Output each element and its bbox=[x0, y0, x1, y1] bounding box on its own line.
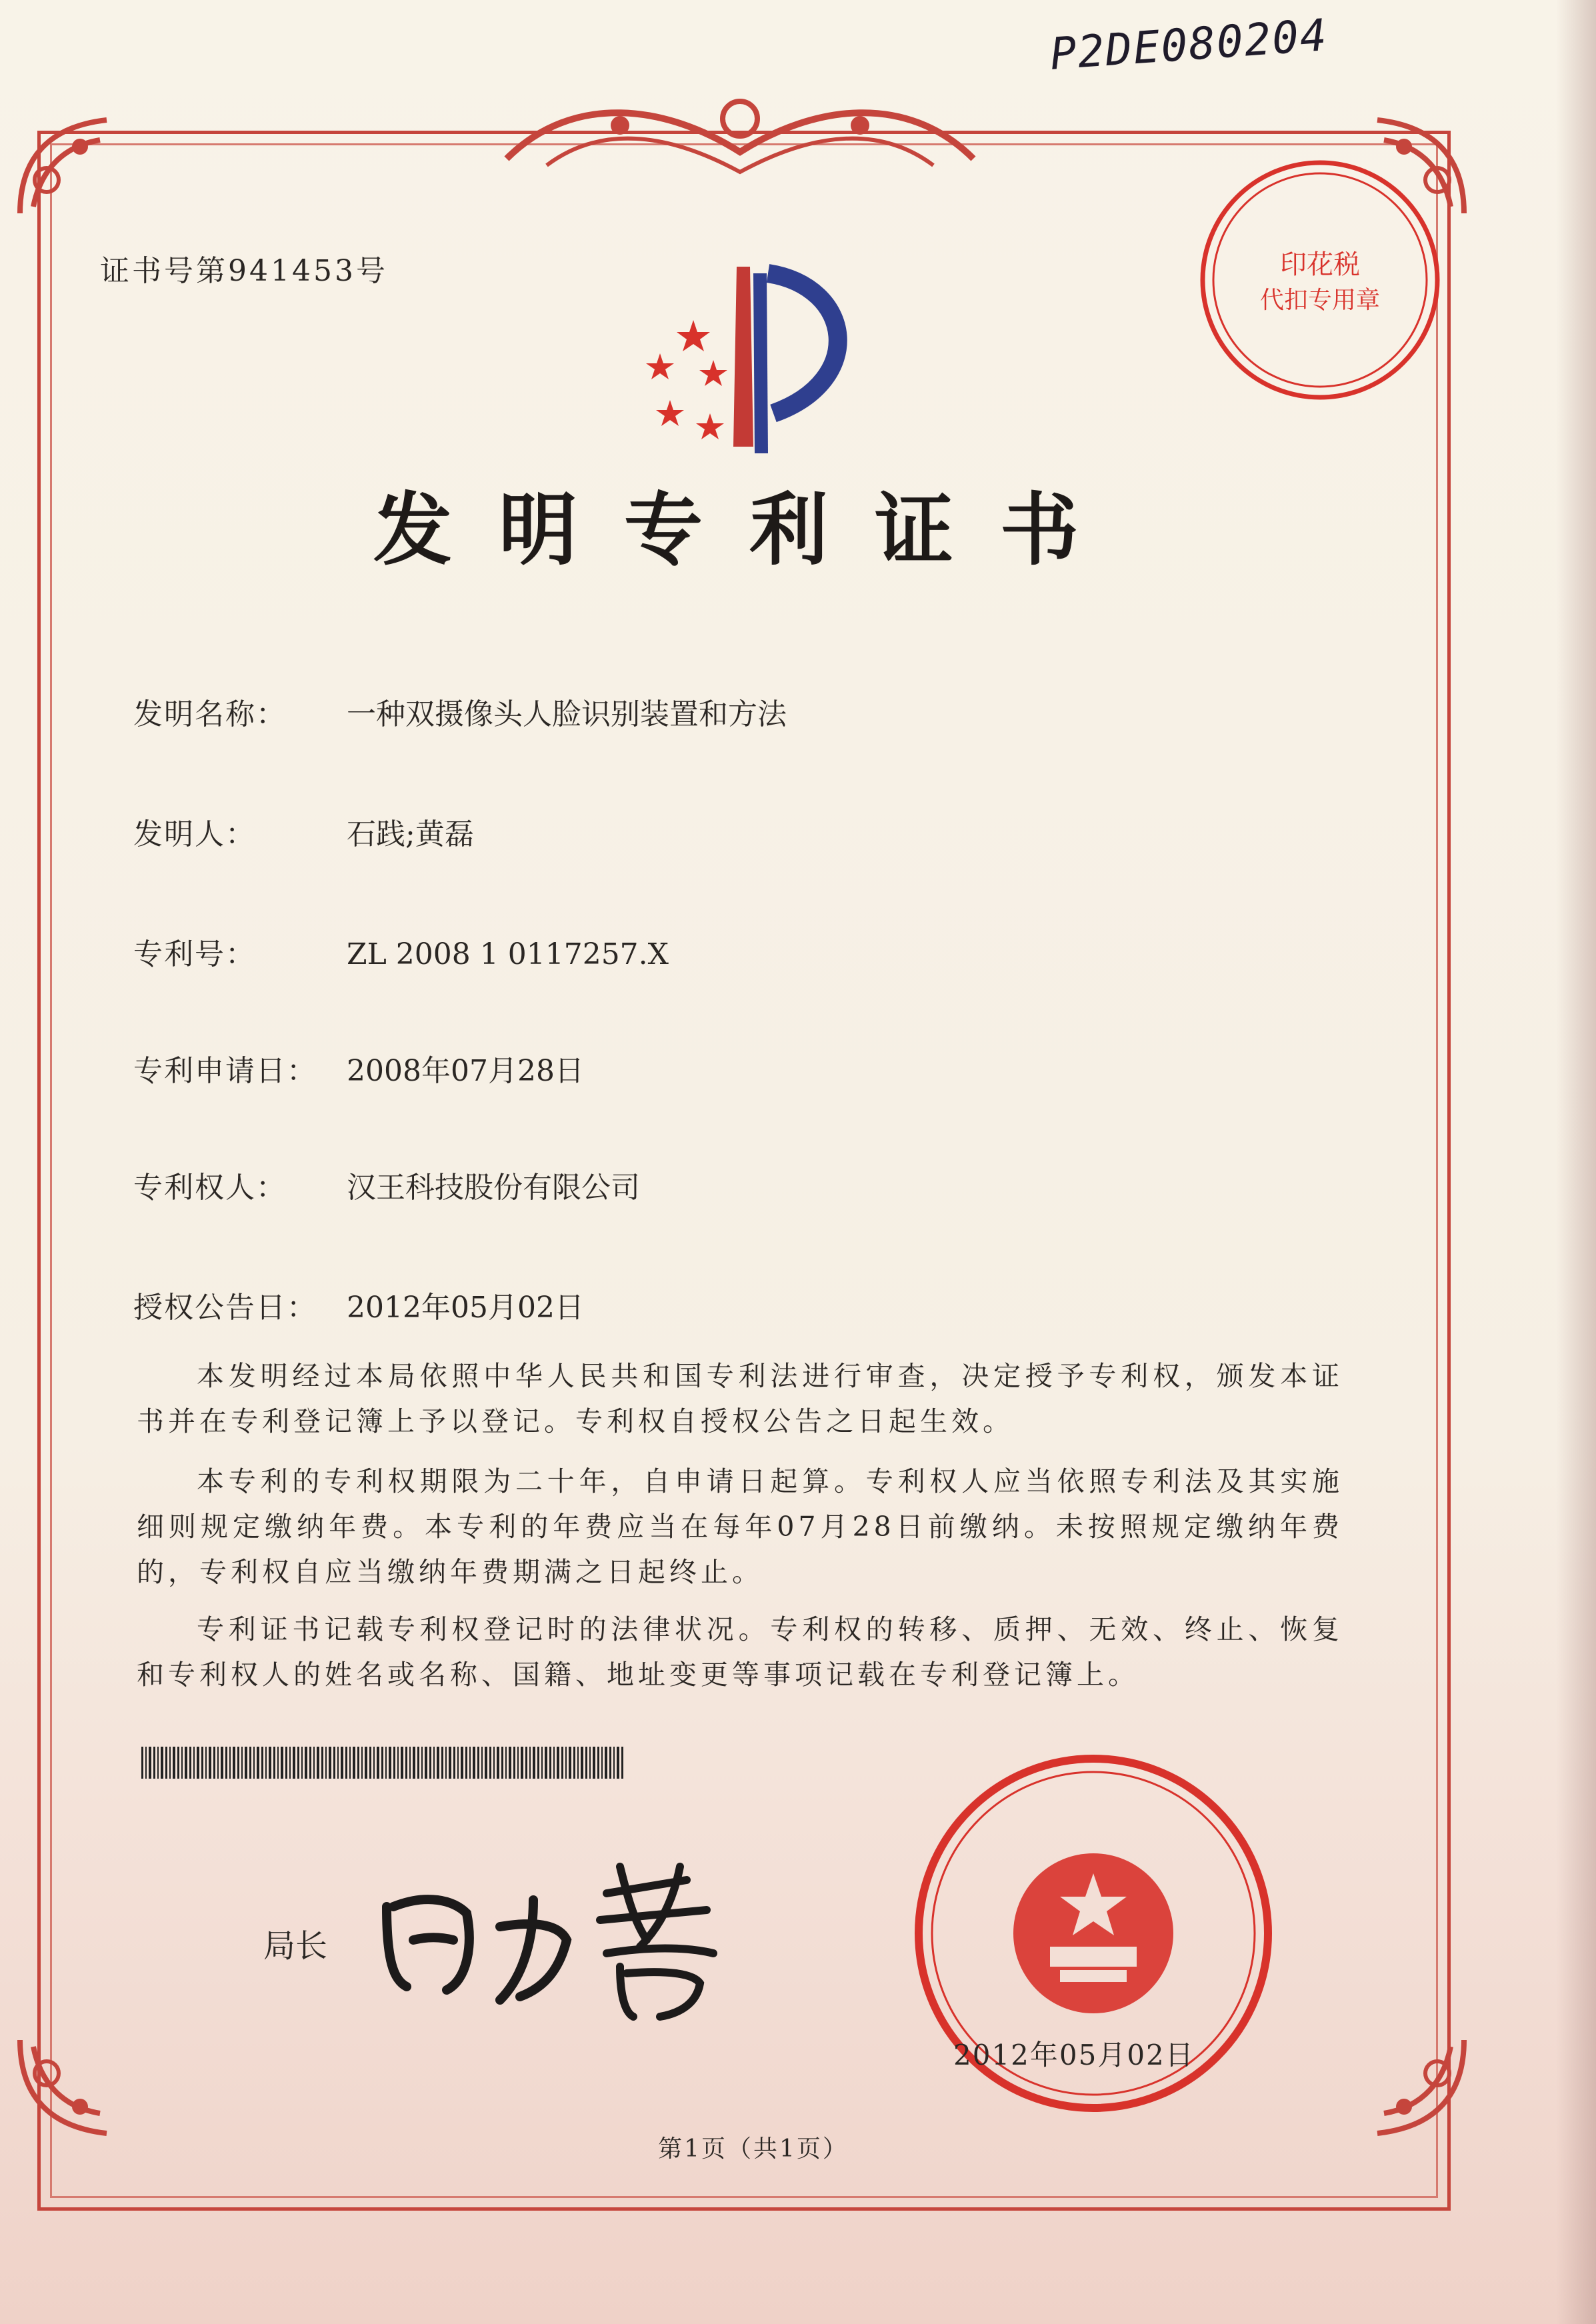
field-label: 专利权人： bbox=[133, 1171, 287, 1205]
field-application-date bbox=[133, 1047, 1400, 1093]
svg-text:代扣专用章: 代扣专用章 bbox=[1259, 287, 1381, 314]
svg-text:印花税: 印花税 bbox=[1280, 249, 1360, 280]
handwritten-reference: P2DE080204 bbox=[1048, 9, 1330, 80]
document-title: 发明专利证书 bbox=[373, 483, 1126, 576]
top-crest-ornament-icon bbox=[493, 79, 987, 185]
page-edge-shadow bbox=[1556, 0, 1596, 2324]
corner-ornament-icon bbox=[7, 100, 133, 227]
certificate-number: 证书号第941453号 bbox=[100, 254, 388, 288]
tax-seal-stamp-icon bbox=[1193, 153, 1447, 407]
body-paragraph: 本发明经过本局依照中华人民共和国专利法进行审查，决定授予专利权，颁发本证书并在专利登记簿上予以登记。专利权自授权公告之日起生效。 bbox=[137, 1360, 1343, 1437]
field-label: 发明名称： bbox=[133, 697, 287, 731]
field-label: 专利号： bbox=[133, 937, 256, 971]
seal-date: 2012年05月02日 bbox=[953, 2039, 1195, 2071]
field-value: 石践;黄磊 bbox=[347, 817, 474, 851]
field-patentee bbox=[133, 1163, 1400, 1210]
barcode bbox=[141, 1747, 625, 1779]
field-value: 2008年07月28日 bbox=[347, 1054, 584, 1088]
field-value: ZL 2008 1 0117257.X bbox=[347, 937, 669, 971]
page-footer: 第1页（共1页） bbox=[658, 2135, 849, 2163]
field-value: 2012年05月02日 bbox=[347, 1291, 584, 1325]
sipo-logo-icon bbox=[613, 247, 893, 460]
body-paragraph: 专利证书记载专利权登记时的法律状况。专利权的转移、质押、无效、终止、恢复和专利权人的姓名或名称、国籍、地址变更等事项记载在专利登记簿上。 bbox=[137, 1613, 1343, 1691]
body-paragraph: 本专利的专利权期限为二十年，自申请日起算。专利权人应当依照专利法及其实施细则规定缴纳年费。本专利的年费应当在每年07月28日前缴纳。未按照规定缴纳年费的，专利权自应当缴纳年费期满之日起终止。 bbox=[137, 1465, 1343, 1588]
field-announcement-date bbox=[133, 1283, 1400, 1330]
field-label: 授权公告日： bbox=[133, 1291, 317, 1325]
field-patent-number bbox=[133, 930, 1400, 977]
field-invention-name bbox=[133, 690, 1400, 737]
field-value: 汉王科技股份有限公司 bbox=[347, 1171, 640, 1205]
field-label: 发明人： bbox=[133, 817, 256, 851]
corner-ornament-icon bbox=[1351, 2027, 1477, 2153]
director-signature-icon bbox=[367, 1853, 740, 2027]
field-value: 一种双摄像头人脸识别装置和方法 bbox=[347, 697, 787, 731]
corner-ornament-icon bbox=[7, 2027, 133, 2153]
director-label: 局长 bbox=[263, 1927, 328, 1965]
field-inventor bbox=[133, 810, 1400, 857]
field-label: 专利申请日： bbox=[133, 1054, 317, 1088]
